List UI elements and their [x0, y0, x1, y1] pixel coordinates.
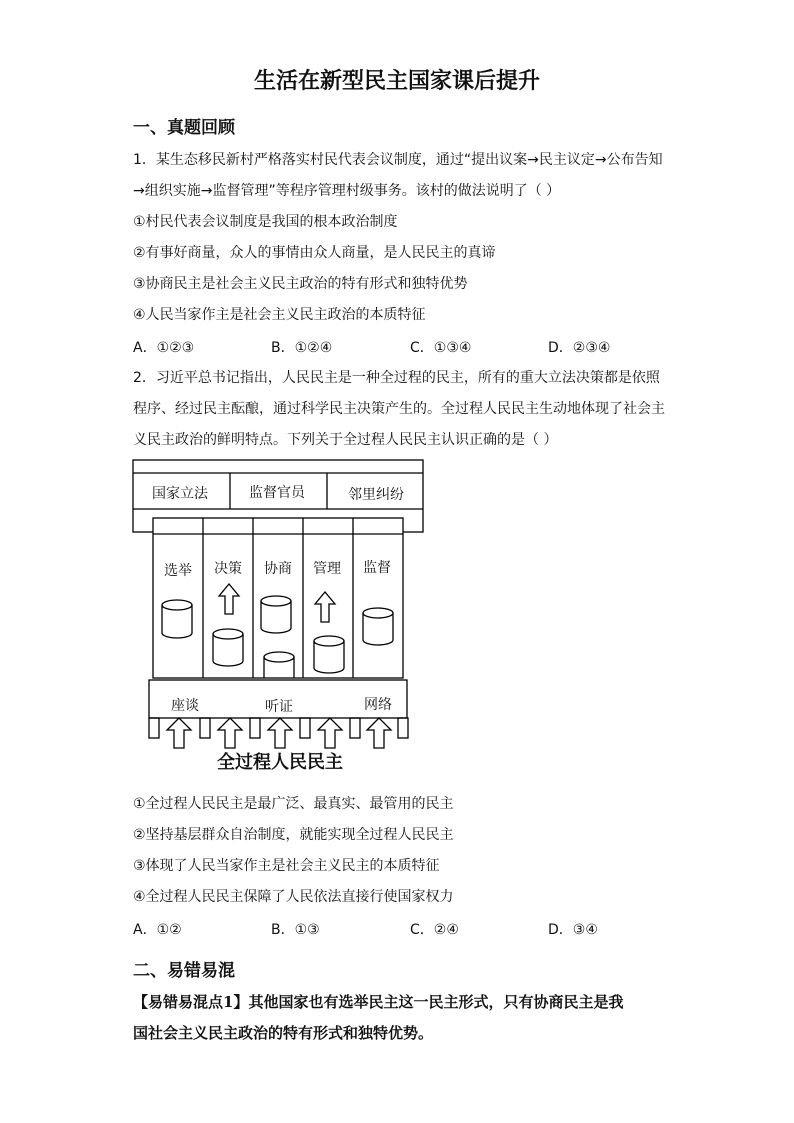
q1-option-c[interactable]: C．①③④ [410, 340, 472, 356]
q2-option-b[interactable]: B．①③ [271, 922, 320, 938]
mistake-point-1-line1: 【易错易混点1】其他国家也有选举民主这一民主形式，只有协商民主是我 [133, 993, 624, 1011]
top-label-neighbor-disputes: 邻里纠纷 [348, 487, 404, 503]
whole-process-democracy-diagram [130, 458, 426, 778]
pillar-label-election: 选举 [164, 563, 192, 579]
mistake-point-1-line2: 国社会主义民主政治的特有形式和独特优势。 [133, 1024, 434, 1042]
q2-option-c[interactable]: C．②④ [410, 922, 459, 938]
q1-options [133, 337, 673, 357]
q2-statement-4: ④全过程人民民主保障了人民依法直接行使国家权力 [133, 889, 454, 905]
top-label-legislation: 国家立法 [152, 486, 208, 502]
base-label-network: 网络 [364, 697, 392, 713]
q2-stem-line2: 程序、经过民主酝酿，通过科学民主决策产生的。全过程人民民主生动地体现了社会主 [133, 401, 665, 417]
q1-stem-line1: 1．某生态移民新村严格落实村民代表会议制度，通过“提出议案→民主议定→公布告知 [133, 152, 663, 168]
pillar-label-consultation: 协商 [264, 561, 292, 577]
q2-option-a[interactable]: A．①② [133, 922, 182, 938]
q2-statement-3: ③体现了人民当家作主是社会主义民主的本质特征 [133, 858, 440, 874]
q1-statement-1: ①村民代表会议制度是我国的根本政治制度 [133, 214, 398, 230]
pillar-label-supervision: 监督 [363, 560, 391, 576]
q2-statement-2: ②坚持基层群众自治制度，就能实现全过程人民民主 [133, 827, 454, 843]
q1-option-a[interactable]: A．①②③ [133, 340, 195, 356]
q2-stem-line3: 义民主政治的鲜明特点。下列关于全过程人民民主认识正确的是（ ） [133, 432, 558, 448]
q2-option-d[interactable]: D．③④ [548, 922, 598, 938]
pillar-label-management: 管理 [313, 561, 341, 577]
q1-option-b[interactable]: B．①②④ [271, 340, 333, 356]
section-heading-mistakes: 二、易错易混 [133, 961, 235, 981]
diagram-graphic [130, 458, 426, 778]
q1-statement-3: ③协商民主是社会主义民主政治的特有形式和独特优势 [133, 276, 468, 292]
q2-statement-1: ①全过程人民民主是最广泛、最真实、最管用的民主 [133, 796, 454, 812]
pillar-label-decision: 决策 [214, 561, 242, 577]
section-heading-review: 一、真题回顾 [133, 118, 235, 138]
page-title: 生活在新型民主国家课后提升 [253, 68, 540, 94]
q1-option-d[interactable]: D．②③④ [548, 340, 611, 356]
top-label-supervise-officials: 监督官员 [249, 485, 305, 501]
q1-statement-2: ②有事好商量，众人的事情由众人商量，是人民民主的真谛 [133, 245, 496, 261]
q2-options [133, 919, 673, 939]
base-label-forum: 座谈 [171, 698, 199, 714]
diagram-caption: 全过程人民民主 [217, 752, 343, 773]
q1-stem-line2: →组织实施→监督管理”等程序管理村级事务。该村的做法说明了（ ） [133, 183, 561, 199]
base-label-hearing: 听证 [265, 699, 293, 715]
q1-statement-4: ④人民当家作主是社会主义民主政治的本质特征 [133, 307, 426, 323]
q2-stem-line1: 2．习近平总书记指出，人民民主是一种全过程的民主，所有的重大立法决策都是依照 [133, 370, 660, 386]
